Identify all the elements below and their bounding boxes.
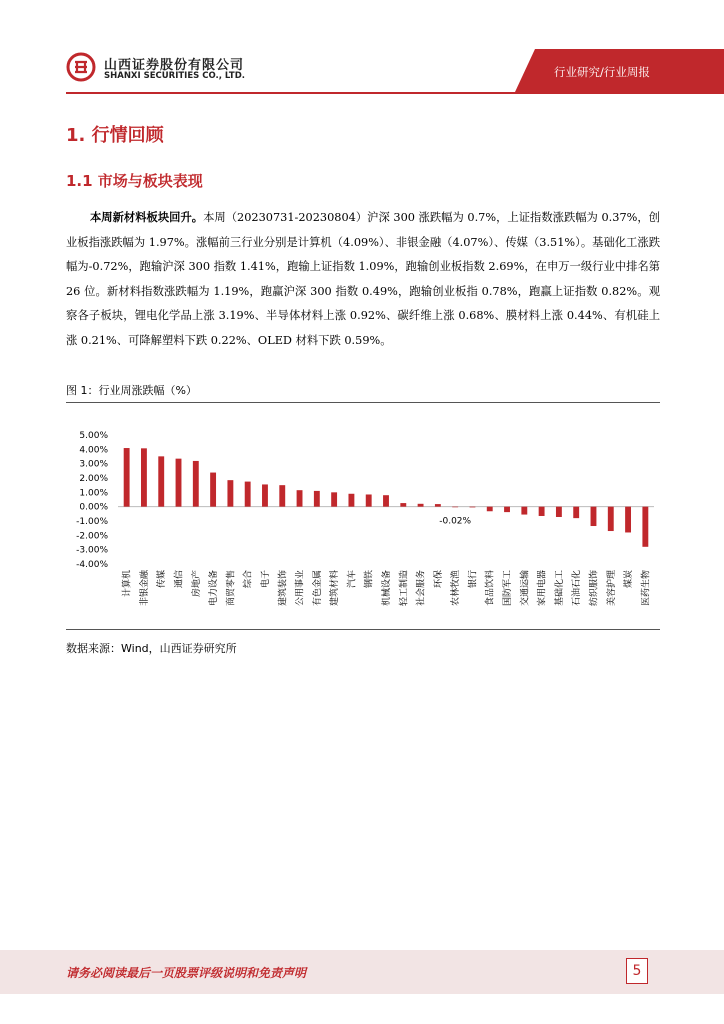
header-divider: [66, 92, 724, 94]
figure-bottom-rule: [66, 629, 660, 630]
bar-轻工制造: [400, 503, 406, 507]
x-tick-label: 轻工制造: [399, 570, 410, 607]
bar-计算机: [124, 448, 130, 507]
bar-公用事业: [297, 490, 303, 506]
figure-title: 图 1：行业周涨跌幅（%）: [66, 384, 197, 397]
bar-农林牧渔: [452, 507, 458, 508]
bar-医药生物: [642, 507, 648, 547]
bar-通信: [176, 459, 182, 507]
footer-disclaimer: 请务必阅读最后一页股票评级说明和免责声明: [66, 966, 307, 980]
chart-y-axis: [76, 431, 108, 570]
bar-非银金融: [141, 448, 147, 506]
bar-电力设备: [210, 473, 216, 507]
x-tick-label: 石油石化: [572, 570, 583, 607]
x-tick-label: 社会服务: [416, 570, 427, 607]
x-tick-label: 国防军工: [503, 570, 514, 607]
y-tick-label: 3.00%: [79, 459, 108, 470]
bar-食品饮料: [487, 507, 493, 512]
x-tick-label: 建筑装饰: [278, 570, 289, 607]
page-header: [0, 0, 724, 98]
bar-银行: [470, 507, 476, 508]
x-tick-label: 环保: [433, 570, 444, 589]
x-tick-label: 纺织服饰: [589, 570, 600, 607]
company-name-en: SHANXI SECURITIES CO., LTD.: [104, 71, 246, 81]
section-title: 1. 行情回顾: [66, 125, 164, 146]
industry-weekly-return-chart: [66, 403, 660, 629]
bar-有色金属: [314, 491, 320, 507]
chart-x-labels: [121, 569, 652, 606]
x-tick-label: 汽车: [347, 570, 358, 589]
x-tick-label: 计算机: [122, 570, 133, 598]
bar-汽车: [348, 494, 354, 507]
x-tick-label: 非银金融: [139, 570, 150, 607]
x-tick-label: 美容护理: [606, 570, 617, 607]
page-number: 5: [626, 958, 648, 984]
x-tick-label: 商贸零售: [226, 570, 237, 607]
x-tick-label: 农林牧渔: [451, 570, 462, 607]
x-tick-label: 房地产: [191, 570, 202, 598]
x-tick-label: 钢铁: [364, 570, 375, 589]
y-tick-label: -4.00%: [76, 560, 108, 570]
body-paragraph: [66, 206, 660, 354]
chart-bars: [124, 448, 649, 547]
bar-传媒: [158, 456, 164, 506]
bar-环保: [435, 504, 441, 507]
bar-煤炭: [625, 507, 631, 533]
data-label: -0.02%: [439, 516, 472, 527]
y-tick-label: 1.00%: [79, 488, 108, 499]
bar-机械设备: [383, 495, 389, 506]
y-tick-label: 0.00%: [79, 502, 108, 513]
x-tick-label: 基础化工: [554, 570, 565, 607]
bar-国防军工: [504, 507, 510, 512]
shanxi-securities-logo-icon: [66, 52, 96, 82]
x-tick-label: 食品饮料: [485, 570, 496, 607]
bar-建筑装饰: [279, 485, 285, 507]
bar-钢铁: [366, 494, 372, 506]
x-tick-label: 建筑材料: [330, 570, 341, 607]
x-tick-label: 有色金属: [312, 570, 323, 607]
x-tick-label: 通信: [174, 570, 185, 589]
y-tick-label: -1.00%: [76, 517, 108, 527]
bar-交通运输: [521, 507, 527, 515]
x-tick-label: 电子: [260, 570, 271, 589]
bar-社会服务: [418, 504, 424, 507]
subsection-title: 1.1 市场与板块表现: [66, 172, 203, 190]
paragraph-text: 本周（20230731-20230804）沪深 300 涨跌幅为 0.7%，上证指数涨跌幅为 0.37%，创业板指涨跌幅为 1.97%。涨幅前三行业分别是计算机（4.09%）、非银金融（4.07%）、传媒（3.51%）。基础化工涨跌幅为-0.72%，跑输沪深 300 指数 1.41%，跑输上证指数 1.09%，跑输创业板指数 2.69%，在申万一级行业中排名第 26 位。新材料指数涨跌幅为 1.19%，跑赢沪深 300 指数 0.49%，跑输创业板指 0.78%，跑赢上证指数 0.82%。观察各子板块，锂电化学品上涨 3.19%、半导体材料上涨 0.92%、碳纤维上涨 0.68%、膜材料上涨 0.44%、有机硅上涨 0.21%、可降解塑料下跌 0.22%、OLED 材料下跌 0.59%。: [66, 211, 660, 347]
bar-纺织服饰: [591, 507, 597, 526]
bar-石油石化: [573, 507, 579, 518]
bar-美容护理: [608, 507, 614, 531]
bar-房地产: [193, 461, 199, 507]
report-type-tag: 行业研究/行业周报: [554, 65, 650, 79]
bar-商贸零售: [227, 480, 233, 507]
x-tick-label: 银行: [468, 570, 479, 589]
x-tick-label: 公用事业: [295, 570, 306, 607]
company-name-cn: 山西证券股份有限公司: [104, 58, 245, 73]
y-tick-label: 5.00%: [79, 431, 108, 441]
x-tick-label: 传媒: [157, 570, 168, 589]
data-source: 数据来源：Wind，山西证券研究所: [66, 642, 237, 655]
bar-家用电器: [539, 507, 545, 516]
y-tick-label: -2.00%: [76, 531, 108, 542]
bar-综合: [245, 482, 251, 507]
bar-基础化工: [556, 507, 562, 517]
x-tick-label: 交通运输: [520, 570, 531, 607]
bar-电子: [262, 484, 268, 506]
x-tick-label: 家用电器: [537, 570, 548, 607]
x-tick-label: 电力设备: [209, 570, 220, 607]
y-tick-label: -3.00%: [76, 545, 108, 556]
x-tick-label: 医药生物: [641, 570, 652, 607]
x-tick-label: 煤炭: [624, 570, 635, 589]
y-tick-label: 2.00%: [79, 474, 108, 484]
bar-建筑材料: [331, 492, 337, 506]
paragraph-lead: 本周新材料板块回升。: [90, 211, 204, 224]
x-tick-label: 综合: [243, 570, 254, 589]
chart-annotations: [439, 517, 471, 527]
x-tick-label: 机械设备: [382, 570, 392, 607]
y-tick-label: 4.00%: [79, 445, 108, 456]
